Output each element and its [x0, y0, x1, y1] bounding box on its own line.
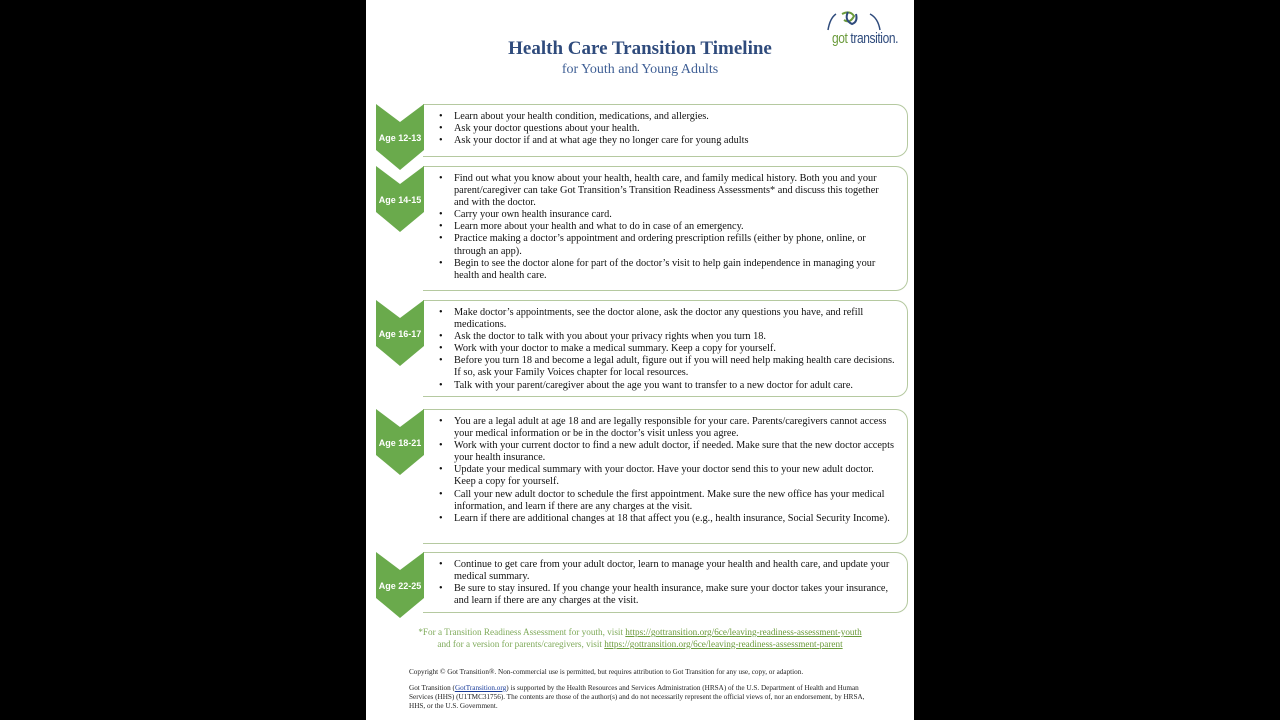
list-item: • Call your new adult doctor to schedule the first appointment. Make sure the new office has your medical information, and learn if there are any charges at the visit. — [454, 489, 895, 513]
age-label: Age 22-25 — [378, 581, 422, 591]
youth-assessment-link[interactable]: https://gottransition.org/6ce/leaving-readiness-assessment-youth — [625, 627, 862, 637]
footnote: *For a Transition Readiness Assessment for youth, visit https://gottransition.org/6ce/leaving-readiness-assessment-youth and for a version for parents/caregivers, visit https://gottransition.org/6ce/leaving-readiness-assessment-parent — [418, 627, 862, 649]
list-item: • Update your medical summary with your doctor. Have your doctor send this to your new adult doctor. Keep a copy for yourself. — [454, 464, 895, 488]
age-label: Age 16-17 — [378, 329, 422, 339]
timeline-section — [376, 409, 908, 544]
list-item: • Carry your own health insurance card. — [454, 209, 895, 221]
section-box — [423, 104, 908, 157]
list-item: • Before you turn 18 and become a legal adult, figure out if you will need help making health care decisions. If so, ask your Family Voices chapter for local resources. — [454, 355, 895, 379]
list-item: • Ask your doctor if and at what age they no longer care for young adults — [454, 135, 895, 147]
timeline-section — [376, 300, 908, 397]
age-label: Age 18-21 — [378, 438, 422, 448]
page-title: Health Care Transition Timeline — [508, 38, 772, 59]
copyright-block — [409, 668, 879, 711]
list-item: • Continue to get care from your adult doctor, learn to manage your health and health care, and update your medical summary. — [454, 559, 895, 583]
bullet-list — [423, 307, 907, 392]
bullet-list — [423, 173, 907, 282]
list-item: • Find out what you know about your health, health care, and family medical history. Both you and your parent/caregiver can take Got Transition’s Transition Readiness Assessments* and discuss this together and with the doctor. — [454, 173, 895, 209]
logo-text: got transition. — [832, 30, 899, 47]
list-item: • Learn if there are additional changes at 18 that affect you (e.g., health insurance, Social Security Income). — [454, 513, 895, 525]
gottransition-link[interactable]: GotTransition.org — [454, 684, 507, 692]
support-statement: Got Transition (GotTransition.org) is supported by the Health Resources and Services Administration (HRSA) of the U.S. Department of Health and Human Services (HHS) (U1TMC31756). The contents are those of the author(s) and do not necessarily represent the official views of, nor an endorsement, by HRSA, HHS, or the U.S. Government. — [409, 684, 865, 710]
list-item: • Ask the doctor to talk with you about your privacy rights when you turn 18. — [454, 331, 895, 343]
list-item: • Talk with your parent/caregiver about the age you want to transfer to a new doctor for adult care. — [454, 380, 895, 392]
section-box — [423, 300, 908, 397]
document-page — [366, 0, 914, 720]
list-item: • Begin to see the doctor alone for part of the doctor’s visit to help gain independence in managing your health and health care. — [454, 258, 895, 282]
list-item: • Work with your current doctor to find a new adult doctor, if needed. Make sure that the new doctor accepts your health insurance. — [454, 440, 895, 464]
list-item: • Make doctor’s appointments, see the doctor alone, ask the doctor any questions you have, and refill medications. — [454, 307, 895, 331]
list-item: • Work with your doctor to make a medical summary. Keep a copy for yourself. — [454, 343, 895, 355]
age-label: Age 14-15 — [378, 195, 422, 205]
bullet-list — [423, 111, 907, 147]
timeline-section — [376, 552, 908, 613]
list-item: • Be sure to stay insured. If you change your health insurance, make sure your doctor takes your insurance, and learn if there are any charges at the visit. — [454, 583, 895, 607]
age-label: Age 12-13 — [378, 133, 422, 143]
list-item: • You are a legal adult at age 18 and are legally responsible for your care. Parents/caregivers cannot access your medical information or be in the doctor’s visit unless you agree. — [454, 416, 895, 440]
list-item: • Learn more about your health and what to do in case of an emergency. — [454, 221, 895, 233]
section-box — [423, 409, 908, 544]
list-item: • Ask your doctor questions about your health. — [454, 123, 895, 135]
timeline-section — [376, 104, 908, 157]
list-item: • Practice making a doctor’s appointment and ordering prescription refills (either by phone, online, or through an app). — [454, 233, 895, 257]
timeline-section — [376, 166, 908, 291]
bullet-list — [423, 559, 907, 607]
parent-assessment-link[interactable]: https://gottransition.org/6ce/leaving-readiness-assessment-parent — [604, 639, 843, 649]
bullet-list — [423, 416, 907, 525]
page-subtitle: for Youth and Young Adults — [561, 62, 719, 77]
list-item: • Learn about your health condition, medications, and allergies. — [454, 111, 895, 123]
section-box — [423, 552, 908, 613]
got-transition-logo — [824, 8, 906, 54]
section-box — [423, 166, 908, 291]
copyright-line: Copyright © Got Transition®. Non-commercial use is permitted, but requires attribution to Got Transition for any use, copy, or adaption. — [409, 668, 804, 676]
